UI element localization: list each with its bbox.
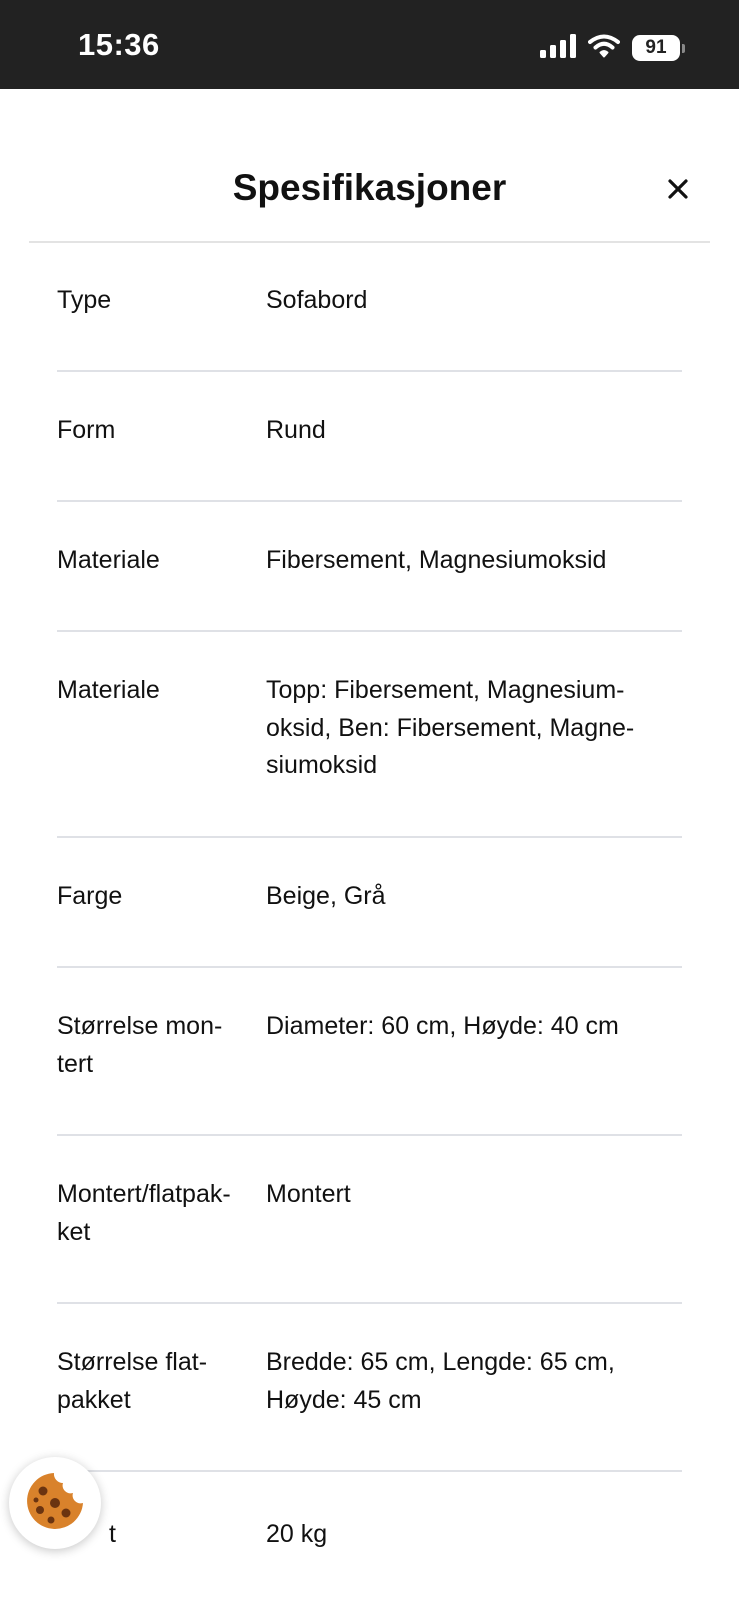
spec-row xyxy=(57,1304,682,1472)
sheet-header xyxy=(0,89,739,242)
spec-list xyxy=(57,242,682,1592)
spec-label: Materiale xyxy=(57,676,160,704)
spec-value: Beige, Grå xyxy=(266,882,386,910)
battery-icon xyxy=(632,35,685,61)
cookie-consent-button[interactable] xyxy=(9,1457,101,1549)
spec-value: Sofabord xyxy=(266,286,368,314)
spec-label: Montert/flatpak- ket xyxy=(57,1180,231,1246)
spec-row xyxy=(57,1136,682,1304)
status-bar xyxy=(0,0,739,89)
battery-level: 91 xyxy=(632,35,680,61)
battery-tip xyxy=(682,44,685,53)
spec-label: Form xyxy=(57,416,116,444)
spec-label: t xyxy=(109,1520,116,1548)
status-time: 15:36 xyxy=(78,27,160,62)
spec-value: Rund xyxy=(266,416,326,444)
spec-label: Materiale xyxy=(57,546,160,574)
spec-row xyxy=(57,372,682,502)
spec-value: Diameter: 60 cm, Høyde: 40 cm xyxy=(266,1012,619,1040)
wifi-icon xyxy=(588,34,620,63)
page-title: Spesifikasjoner xyxy=(232,167,507,208)
status-icons xyxy=(540,34,685,62)
cookie-icon xyxy=(23,1469,87,1538)
spec-row xyxy=(57,1472,682,1592)
spec-row xyxy=(57,838,682,968)
spec-label: Farge xyxy=(57,882,123,910)
spec-value: Bredde: 65 cm, Lengde: 65 cm, Høyde: 45 cm xyxy=(266,1348,615,1414)
spec-label: Størrelse flat- pakket xyxy=(57,1348,208,1414)
spec-row xyxy=(57,502,682,632)
spec-value: Montert xyxy=(266,1180,351,1208)
spec-row xyxy=(57,242,682,372)
spec-row xyxy=(57,632,682,838)
spec-label: Type xyxy=(57,286,112,314)
spec-value: Fibersement, Magnesiumoksid xyxy=(266,546,607,574)
close-icon xyxy=(667,178,689,205)
close-button[interactable] xyxy=(660,173,696,209)
spec-value: 20 kg xyxy=(266,1520,328,1548)
spec-label: Størrelse mon- tert xyxy=(57,1012,223,1078)
signal-icon xyxy=(540,34,576,63)
spec-row xyxy=(57,968,682,1136)
spec-value: Topp: Fibersement, Magnesium- oksid, Ben: Fibersement, Magne- siumoksid xyxy=(266,676,635,779)
